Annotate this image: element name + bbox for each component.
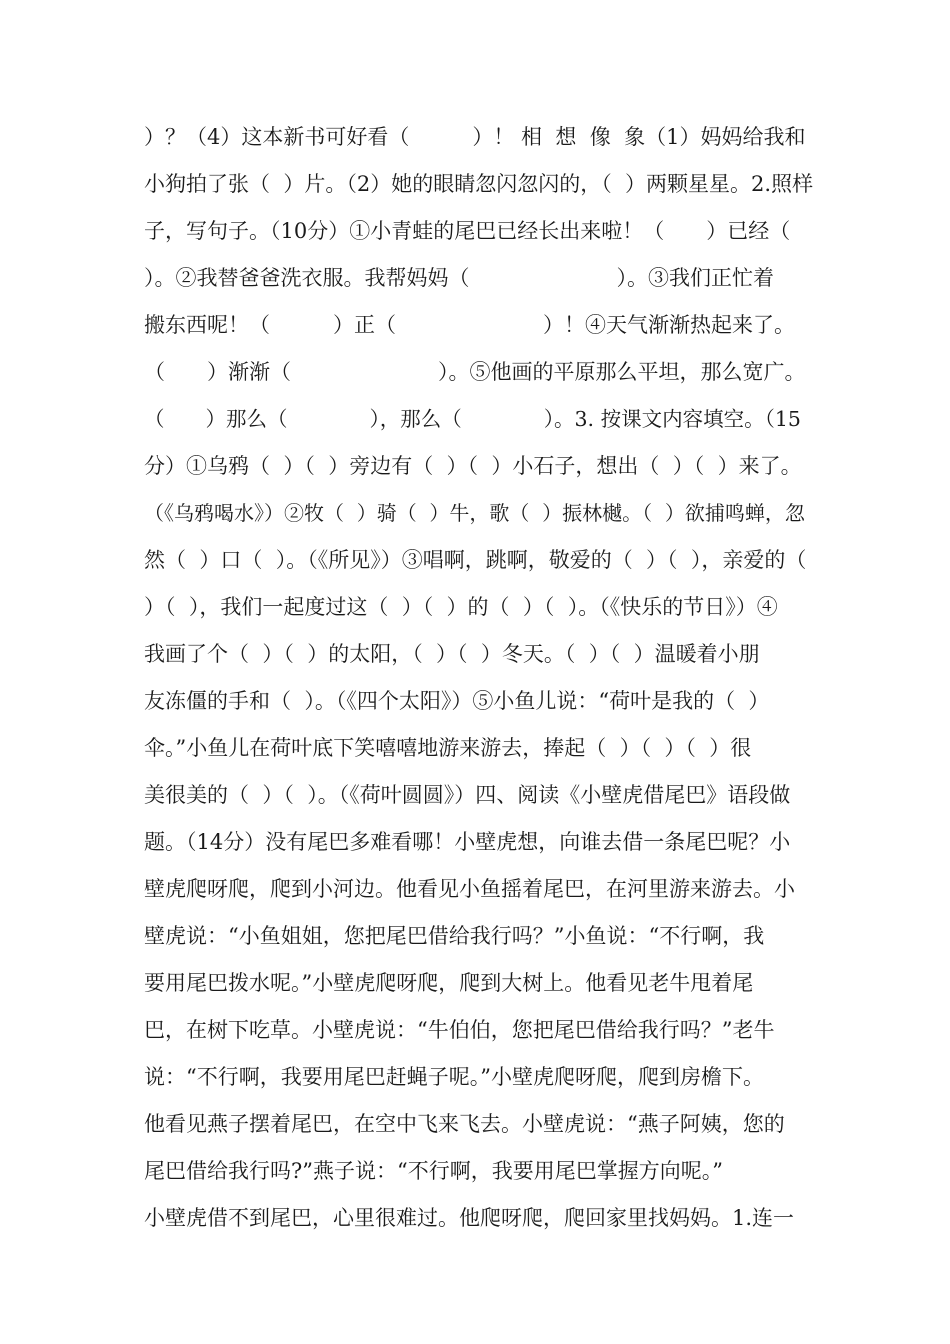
text-line: 搬东西呢！（ ）正（ ）！④天气渐渐热起来了。 [144, 313, 795, 337]
text-line: 他看见燕子摆着尾巴，在空中飞来飞去。小壁虎说：“燕子阿姨，您的 [144, 1112, 785, 1136]
document-text-body [144, 114, 814, 1242]
text-line: 壁虎爬呀爬，爬到小河边。他看见小鱼摇着尾巴，在河里游来游去。小 [144, 877, 795, 901]
text-line: （《乌鸦喝水》）②牧（ ）骑（ ）牛，歌（ ）振林樾。（ ）欲捕鸣蝉，忽 [144, 501, 805, 525]
text-line: （ ）那么（ ），那么（ ）。3. 按课文内容填空。（15 [144, 407, 801, 431]
text-line: 子，写句子。（10分）①小青蛙的尾巴已经长出来啦！（ ）已经（ [144, 219, 791, 243]
text-line: 小壁虎借不到尾巴，心里很难过。他爬呀爬，爬回家里找妈妈。1.连一 [144, 1206, 795, 1230]
text-line: 要用尾巴拨水呢。”小壁虎爬呀爬，爬到大树上。他看见老牛甩着尾 [144, 971, 754, 995]
text-line: 友冻僵的手和（ ）。（《四个太阳》）⑤小鱼儿说：“荷叶是我的（ ） [144, 689, 770, 713]
text-line: ）？（4）这本新书可好看（ ）！ 相 想 像 象（1）妈妈给我和 [144, 125, 806, 149]
text-line: 分）①乌鸦（ ）（ ）旁边有（ ）（ ）小石子，想出（ ）（ ）来了。 [144, 454, 802, 478]
text-line: ）（ ），我们一起度过这（ ）（ ）的（ ）（ ）。（《快乐的节日》）④ [144, 595, 778, 619]
text-line: 小狗拍了张（ ）片。（2）她的眼睛忽闪忽闪的，（ ）两颗星星。2.照样 [144, 172, 814, 196]
text-line: 美很美的（ ）（ ）。（《荷叶圆圆》）四、阅读《小壁虎借尾巴》语段做 [144, 783, 791, 807]
text-line: ）。②我替爸爸洗衣服。我帮妈妈（ ）。③我们正忙着 [144, 266, 774, 290]
text-line: （ ）渐渐（ ）。⑤他画的平原那么平坦，那么宽广。 [144, 360, 806, 384]
text-line: 尾巴借给我行吗?”燕子说：“不行啊，我要用尾巴掌握方向呢。” [144, 1159, 723, 1183]
text-line: 壁虎说：“小鱼姐姐，您把尾巴借给我行吗？”小鱼说：“不行啊，我 [144, 924, 765, 948]
text-line: 然（ ）口（ ）。（《所见》）③唱啊，跳啊，敬爱的（ ）（ ），亲爱的（ [144, 548, 807, 572]
text-line: 说：“不行啊，我要用尾巴赶蝇子呢。”小壁虎爬呀爬，爬到房檐下。 [144, 1065, 764, 1089]
text-line: 伞。”小鱼儿在荷叶底下笑嘻嘻地游来游去，捧起（ ）（ ）（ ）很 [144, 736, 752, 760]
text-line: 题。（14分）没有尾巴多难看哪！小壁虎想，向谁去借一条尾巴呢？小 [144, 830, 791, 854]
text-line: 我画了个（ ）（ ）的太阳，（ ）（ ）冬天。（ ）（ ）温暖着小朋 [144, 642, 760, 666]
text-line: 巴，在树下吃草。小壁虎说：“牛伯伯，您把尾巴借给我行吗？”老牛 [144, 1018, 775, 1042]
